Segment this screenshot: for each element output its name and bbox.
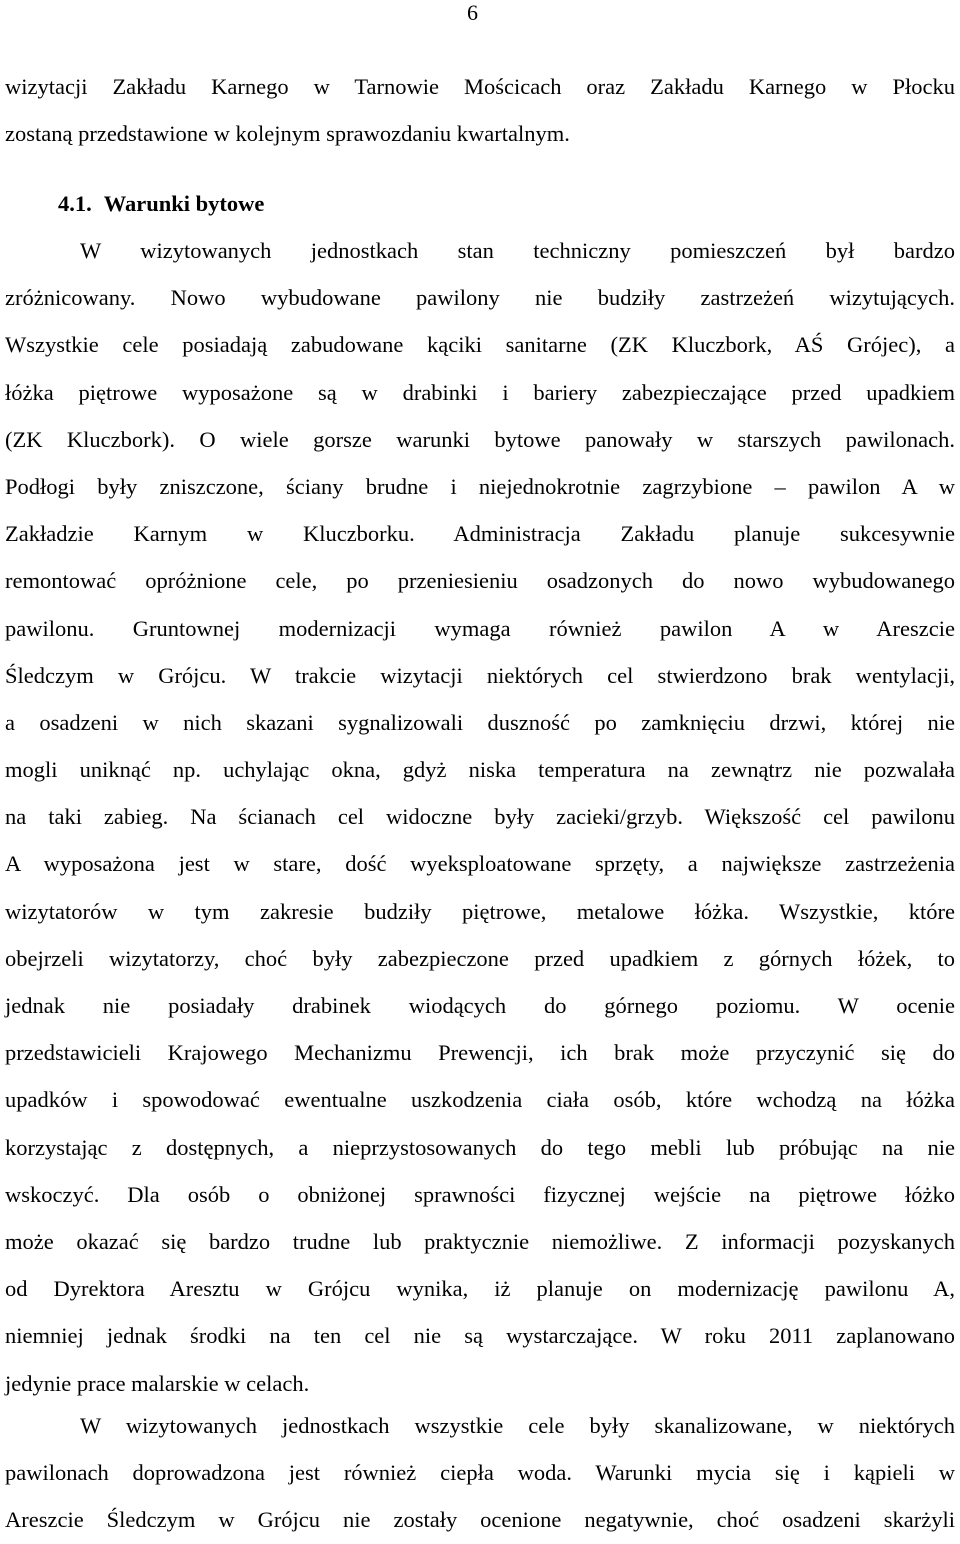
text-line: korzystając z dostępnych, a nieprzystosowanych do tego mebli lub próbując na nie	[5, 1134, 955, 1160]
text-line: na taki zabieg. Na ścianach cel widoczne były zacieki/grzyb. Większość cel pawilonu	[5, 804, 955, 830]
text-line: od Dyrektora Aresztu w Grójcu wynika, iż planuje on modernizację pawilonu A,	[5, 1276, 955, 1302]
page-number: 6	[467, 0, 478, 25]
text-line: A wyposażona jest w stare, dość wyeksploatowane sprzęty, a największe zastrzeżenia	[5, 851, 955, 877]
text-line: obejrzeli wizytatorzy, choć były zabezpieczone przed upadkiem z górnych łóżek, to	[5, 945, 955, 971]
text-line: Zakładzie Karnym w Kluczborku. Administracja Zakładu planuje sukcesywnie	[5, 521, 955, 547]
text-line: może okazać się bardzo trudne lub praktycznie niemożliwe. Z informacji pozyskanych	[5, 1228, 955, 1254]
section-number: 4.1.	[58, 191, 92, 216]
text-line: wizytacji Zakładu Karnego w Tarnowie Mościcach oraz Zakładu Karnego w Płocku	[5, 74, 955, 99]
text-line: W wizytowanych jednostkach stan techniczny pomieszczeń był bardzo	[80, 238, 955, 263]
text-line: niemniej jednak środki na ten cel nie są wystarczające. W roku 2011 zaplanowano	[5, 1323, 955, 1349]
text-line: remontować opróżnione cele, po przeniesieniu osadzonych do nowo wybudowanego	[5, 568, 955, 594]
text-line: zostaną przedstawione w kolejnym sprawozdaniu kwartalnym.	[5, 121, 570, 147]
text-line: jednak nie posiadały drabinek wiodących do górnego poziomu. W ocenie	[5, 993, 955, 1018]
text-line: W wizytowanych jednostkach wszystkie cele były skanalizowane, w niektórych	[80, 1413, 955, 1438]
text-line: jedynie prace malarskie w celach.	[5, 1370, 310, 1396]
paragraph-living-conditions	[5, 227, 955, 1407]
paragraph-sanitation	[5, 1402, 955, 1544]
intro-paragraph	[5, 63, 955, 157]
text-line: przedstawicieli Krajowego Mechanizmu Prewencji, ich brak może przyczynić się do	[5, 1040, 955, 1066]
text-line: Areszcie Śledczym w Grójcu nie zostały ocenione negatywnie, choć osadzeni skarżyli	[5, 1507, 955, 1533]
text-line: Podłogi były zniszczone, ściany brudne i niejednokrotnie zagrzybione – pawilon A w	[5, 473, 955, 499]
text-line: mogli uniknąć np. uchylając okna, gdyż niska temperatura na zewnątrz nie pozwalała	[5, 757, 955, 783]
text-line: (ZK Kluczbork). O wiele gorsze warunki bytowe panowały w starszych pawilonach.	[5, 426, 955, 452]
text-line: a osadzeni w nich skazani sygnalizowali duszność po zamknięciu drzwi, której nie	[5, 709, 955, 735]
text-line: upadków i spowodować ewentualne uszkodzenia ciała osób, które wchodzą na łóżka	[5, 1087, 955, 1113]
text-line: wskoczyć. Dla osób o obniżonej sprawności fizycznej wejście na piętrowe łóżko	[5, 1181, 955, 1207]
section-heading	[58, 184, 264, 224]
section-title: Warunki bytowe	[103, 191, 265, 216]
text-line: pawilonach doprowadzona jest również ciepła woda. Warunki mycia się i kąpieli w	[5, 1460, 955, 1486]
text-line: pawilonu. Gruntownej modernizacji wymaga również pawilon A w Areszcie	[5, 615, 955, 641]
text-line: Wszystkie cele posiadają zabudowane kąciki sanitarne (ZK Kluczbork, AŚ Grójec), a	[5, 332, 955, 358]
text-line: łóżka piętrowe wyposażone są w drabinki i bariery zabezpieczające przed upadkiem	[5, 379, 955, 405]
text-line: Śledczym w Grójcu. W trakcie wizytacji niektórych cel stwierdzono brak wentylacji,	[5, 662, 955, 688]
text-line: wizytatorów w tym zakresie budziły piętrowe, metalowe łóżka. Wszystkie, które	[5, 898, 955, 924]
text-line: zróżnicowany. Nowo wybudowane pawilony nie budziły zastrzeżeń wizytujących.	[5, 285, 955, 311]
